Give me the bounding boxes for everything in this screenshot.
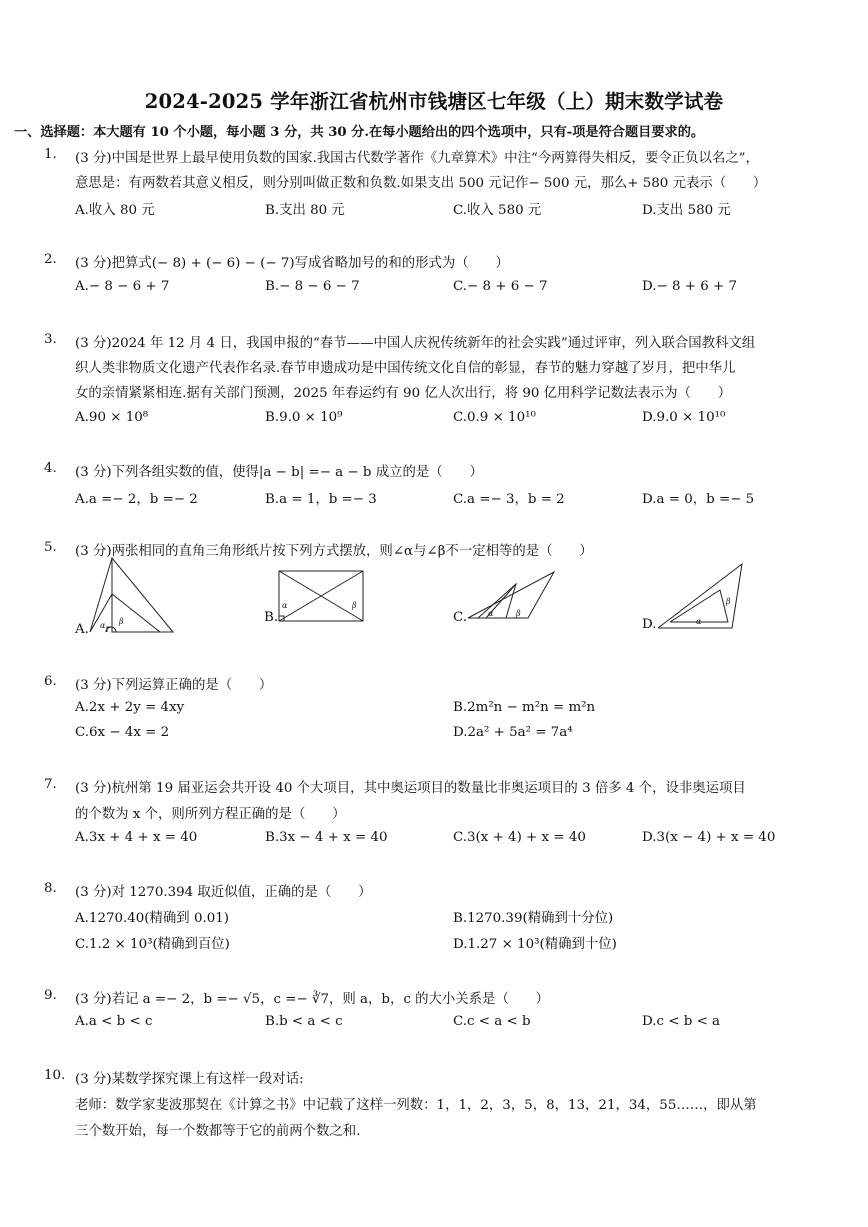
option-a: A.a =− 2，b =− 2	[75, 492, 198, 507]
question-text-line: 意思是：有两数若其意义相反，则分别叫做正数和负数.如果支出 500 元记作− 500 元，那么+ 580 元表示（ ）	[75, 176, 767, 191]
option-b: B.2m²n − m²n = m²n	[453, 700, 596, 715]
question-text-line: 的个数为 x 个，则所列方程正确的是（ ）	[75, 807, 346, 822]
figure-c-triangles	[466, 570, 558, 622]
option-d: D.1.27 × 10³(精确到十位)	[453, 937, 617, 952]
question-text-line: (3 分)杭州第 19 届亚运会共开设 40 个大项目，其中奥运项目的数量比非奥运项目的 3 倍多 4 个，设非奥运项目	[75, 781, 746, 796]
alpha-label: α	[488, 609, 494, 618]
question-text-line: (3 分)下列运算正确的是（ ）	[75, 678, 273, 693]
question-text-line: (3 分)中国是世界上最早使用负数的国家.我国古代数学著作《九章算术》中注“今两算得失相反，要令正负以名之”，	[75, 151, 759, 166]
alpha-label: α	[100, 621, 106, 630]
option-c: C.0.9 × 10¹⁰	[453, 410, 536, 425]
option-d: D.a = 0，b =− 5	[642, 492, 755, 507]
question-text-line: (3 分)对 1270.394 取近似值，正确的是（ ）	[75, 885, 372, 900]
question-number: 2.	[44, 252, 57, 267]
option-c: C.6x − 4x = 2	[75, 725, 170, 740]
option-b: B.3x − 4 + x = 40	[265, 830, 388, 845]
beta-label: β	[119, 617, 124, 626]
beta-label: β	[726, 597, 731, 606]
option-c: C.1.2 × 10³(精确到百位)	[75, 937, 230, 952]
question-text-line: (3 分)某数学探究课上有这样一段对话:	[75, 1072, 304, 1087]
option-d: D.− 8 + 6 + 7	[642, 279, 738, 294]
question-text-line: 女的亲情紧紧相连.据有关部门预测，2025 年春运约有 90 亿人次出行，将 90 亿用科学记数法表示为（ ）	[75, 386, 732, 401]
option-b: B.a = 1，b =− 3	[265, 492, 377, 507]
option-a: A.90 × 10⁸	[75, 410, 149, 425]
question-number: 5.	[44, 540, 57, 555]
page-title: 2024-2025 学年浙江省杭州市钱塘区七年级（上）期末数学试卷	[144, 90, 724, 113]
option-a: A.2x + 2y = 4xy	[75, 700, 185, 715]
option-b: B.9.0 × 10⁹	[265, 410, 343, 425]
option-a: A.− 8 − 6 + 7	[75, 279, 170, 294]
alpha-label: α	[282, 601, 288, 610]
option-d: D.2a² + 5a² = 7a⁴	[453, 725, 573, 740]
option-c: C.	[453, 610, 468, 625]
option-c: C.c < a < b	[453, 1014, 531, 1029]
question-text-line: (3 分)下列各组实数的值，使得|a − b| =− a − b 成立的是（ ）	[75, 465, 483, 480]
question-number: 7.	[44, 777, 57, 792]
figure-b-rectangle	[278, 570, 364, 622]
question-number: 10.	[44, 1068, 66, 1083]
figure-d-triangles	[656, 562, 746, 632]
option-a: A.1270.40(精确到 0.01)	[75, 911, 229, 926]
question-text-line: 织人类非物质文化遗产代表作名录.春节申遗成功是中国传统文化自信的彰显，春节的魅力穿越了岁月，把中华儿	[75, 361, 736, 376]
option-b: B.− 8 − 6 − 7	[265, 279, 360, 294]
option-d: D.3(x − 4) + x = 40	[642, 830, 776, 845]
question-number: 6.	[44, 674, 57, 689]
option-b: B.b < a < c	[265, 1014, 343, 1029]
option-c: C.3(x + 4) + x = 40	[453, 830, 586, 845]
option-a: A.收入 80 元	[75, 203, 155, 218]
option-d: D.9.0 × 10¹⁰	[642, 410, 726, 425]
option-d: D.支出 580 元	[642, 203, 731, 218]
question-text-line: (3 分)2024 年 12 月 4 日，我国申报的“春节——中国人庆祝传统新年的社会实践”通过评审，列入联合国教科文组	[75, 336, 756, 351]
question-number: 8.	[44, 881, 57, 896]
option-c: C.收入 580 元	[453, 203, 542, 218]
question-number: 3.	[44, 332, 57, 347]
alpha-label: α	[696, 617, 702, 626]
option-b: B.1270.39(精确到十分位)	[453, 911, 614, 926]
option-a: A.a < b < c	[75, 1014, 153, 1029]
section-heading: 一、选择题：本大题有 10 个小题，每小题 3 分，共 30 分.在每小题给出的四个选项中，只有-项是符合题目要求的。	[14, 125, 705, 140]
beta-label: β	[352, 601, 357, 610]
figure-a-triangles	[85, 556, 180, 636]
option-b: B.支出 80 元	[265, 203, 345, 218]
question-text-line: 老师：数学家斐波那契在《计算之书》中记载了这样一列数：1，1，2，3，5，8，13，21，34，55……，即从第	[75, 1098, 757, 1113]
question-number: 1.	[44, 147, 57, 162]
question-text-line: 三个数开始，每一个数都等于它的前两个数之和.	[75, 1124, 361, 1139]
option-d: D.	[642, 617, 657, 632]
question-text-line: (3 分)两张相同的直角三角形纸片按下列方式摆放，则∠α与∠β不一定相等的是（ ）	[75, 544, 593, 559]
option-a: A.	[75, 622, 89, 637]
option-c: C.a =− 3，b = 2	[453, 492, 565, 507]
question-text-line: (3 分)把算式(− 8) + (− 6) − (− 7)写成省略加号的和的形式为（ ）	[75, 256, 509, 271]
question-number: 4.	[44, 461, 57, 476]
beta-label: β	[516, 609, 521, 618]
option-a: A.3x + 4 + x = 40	[75, 830, 198, 845]
option-d: D.c < b < a	[642, 1014, 721, 1029]
option-b: B.	[264, 610, 279, 625]
question-text-line: (3 分)若记 a =− 2，b =− √5，c =− ∛7，则 a，b，c 的大小关系是（ ）	[75, 992, 550, 1007]
option-c: C.− 8 + 6 − 7	[453, 279, 548, 294]
question-number: 9.	[44, 988, 57, 1003]
